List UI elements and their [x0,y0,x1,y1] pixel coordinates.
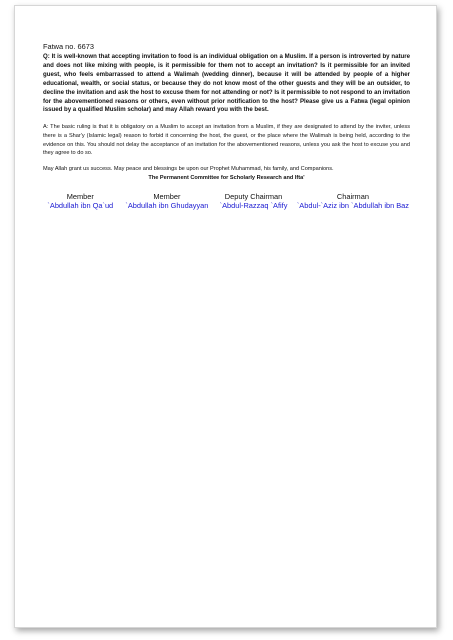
document-page [14,5,437,628]
signatory-name: `Abdul-Razzaq `Afify [219,200,288,210]
signatory-role: Member [153,191,181,201]
signatory-role: Deputy Chairman [224,191,283,201]
signatory-2 [124,192,211,210]
fatwa-content [43,42,410,210]
question-paragraph: Q: It is well-known that accepting invitation to food is an individual obligation on a Muslim. If a person is introverted by nature and does not like mixing with people, is it permissible for them not to accept an invitation? Is it permissible for an invited guest, who feels embarrassed to attend a Walimah (wedding dinner), because it will be attended by people of a higher educational, wealth, or social status, or because they do not know most of the other guests and they will be an outsider, to decline the invitation and ask the host to excuse them for not attending or not? Is it permissible to not respond to an invitation for the abovementioned reasons or others, even without prior notification to the host? Please give us a Fatwa (legal opinion issued by a qualified Muslim scholar) and may Allah reward you with the best. [43,53,410,114]
signatory-name: `Abdullah ibn Qa`ud [47,200,114,210]
signatories-table [37,192,409,210]
signatory-1 [37,192,124,210]
signatory-role: Member [66,191,94,201]
signatory-role: Chairman [336,191,369,201]
signatory-name: `Abdul-`Aziz ibn `Abdullah ibn Baz [296,200,409,210]
signatory-4 [297,192,409,210]
closing-line: May Allah grant us success. May peace and blessings be upon our Prophet Muhammad, his family, and Companions. [43,165,334,172]
committee-name: The Permanent Committee for Scholarly Research and Ifta' [148,174,305,181]
signatory-3 [210,192,297,210]
answer-paragraph: A: The basic ruling is that it is obligatory on a Muslim to accept an invitation from a Muslim, if they are designated to attend by the inviter, unless there is a Shar'y (Islamic legal) reason to forbid it concerning the host, the guest, or the place where the Walimah is being held, according to the evidence on this. You should not delay the acceptance of an invitation for the abovementioned reasons, unless you ask the host to excuse you and they agree to do so. [43,124,410,157]
signatory-name: `Abdullah ibn Ghudayyan [125,200,209,210]
fatwa-number: Fatwa no. 6673 [43,42,94,51]
